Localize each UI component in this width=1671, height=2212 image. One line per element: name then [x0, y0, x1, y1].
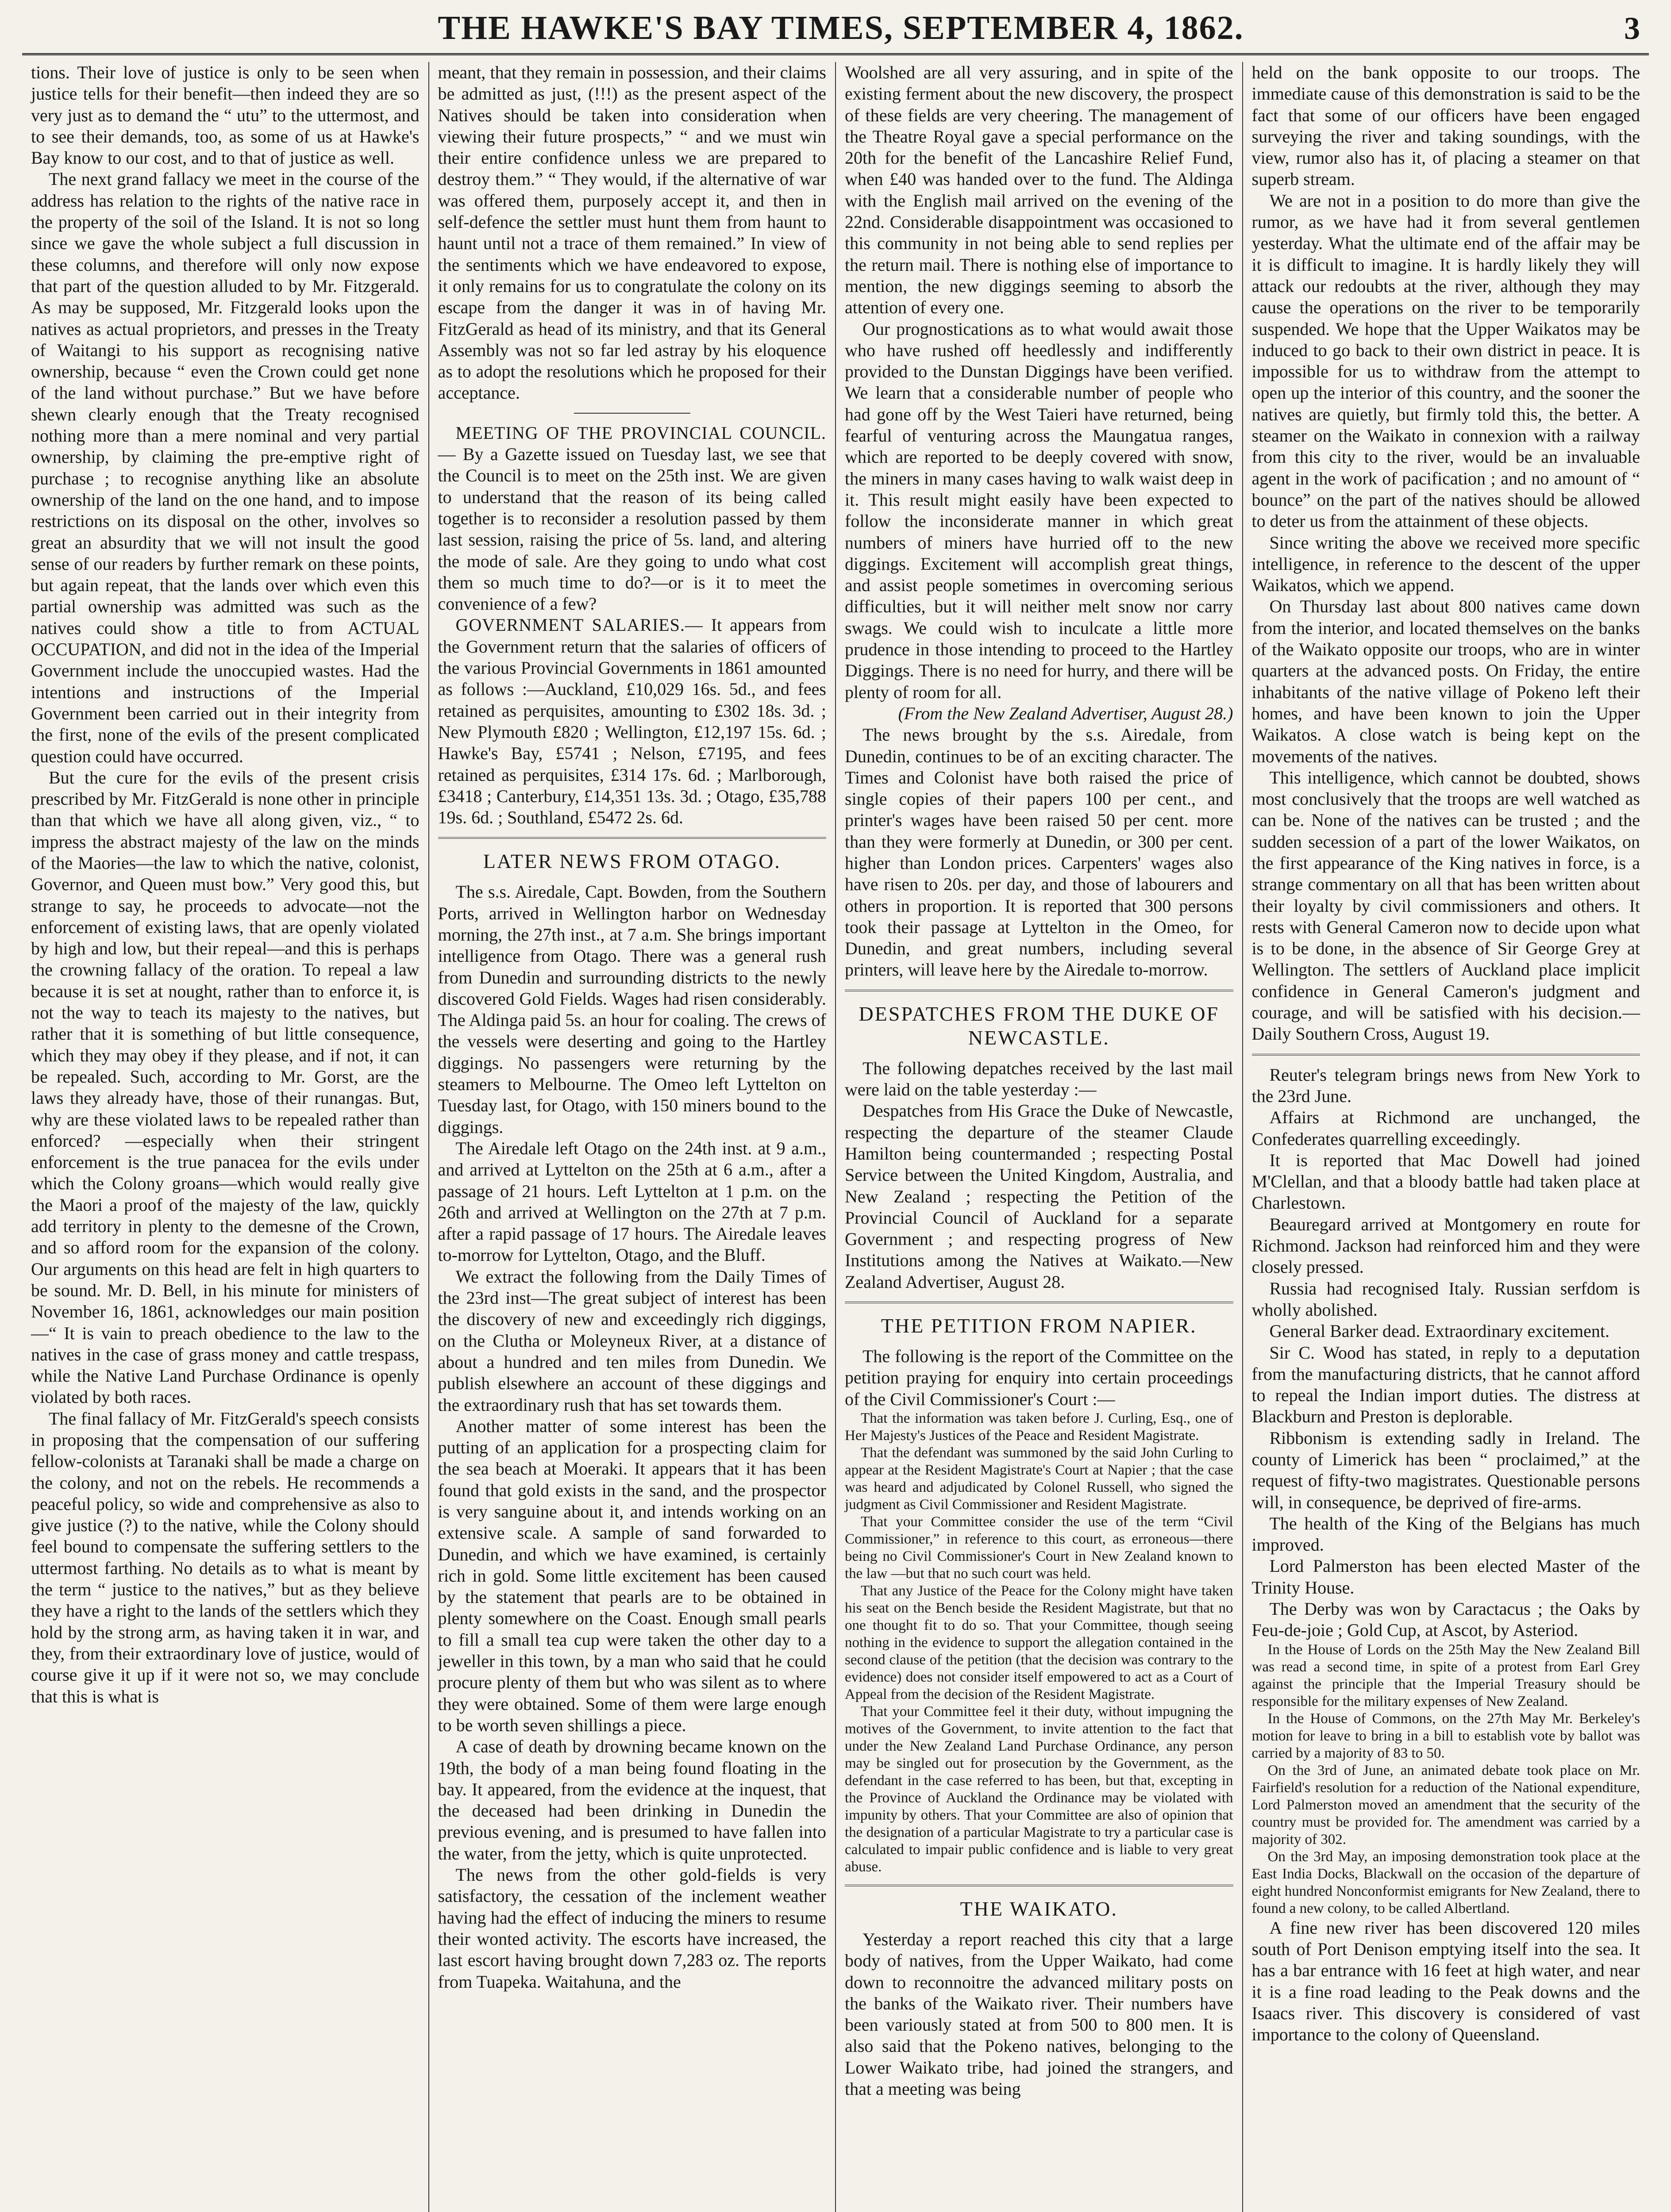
section-divider: [845, 990, 1233, 991]
section-divider: [845, 1302, 1233, 1303]
report-clause: That your Committee feel it their duty, without impugning the motives of the Government, to invite attention to the fact that under the New Zealand Land Purchase Ordinance, any person may be singled out for prosecution by the Government, as the defendant in the case referred to has been, but that, excepting in the Province of Auckland the Ordinance may be violated with impunity by others. That your Committee are also of opinion that the designation of a particular Magistrate to try a particular case is calculated to impair public confidence and is liable to very great abuse.: [845, 1703, 1233, 1875]
news-brief: Beauregard arrived at Montgomery en route for Richmond. Jackson had reinforced him and they were closely pressed.: [1251, 1214, 1640, 1277]
report-clause: That the defendant was summoned by the said John Curling to appear at the Resident Magistrate's Court at Napier ; that the case was heard and adjudicated by Colonel Russell, who signed the judgment as Civil Commissioner and Resident Magistrate.: [845, 1444, 1233, 1513]
paragraph: The s.s. Airedale, Capt. Bowden, from the Southern Ports, arrived in Wellington harbor on Wednesday morning, the 27th inst., at 7 a.m. She brings important intelligence from Otago. There was a general rush from Dunedin and surrounding districts to the newly discovered Gold Fields. Wages had risen considerably. The Aldinga paid 5s. an hour for coaling. The crews of the vessels were deserting and going to the Hartley diggings. No passengers were returning by the steamers to Melbourne. The Omeo left Lyttelton on Tuesday last, for Otago, with 150 miners bound to the diggings.: [438, 882, 826, 1137]
paragraph: Yesterday a report reached this city that a large body of natives, from the Upper Waikato, had come down to reconnoitre the advanced military posts on the banks of the Waikato river. Their numbers have been variously stated at from 500 to 800 men. It is also said that the Pokeno natives, belonging to the Lower Waikato tribe, had joined the strangers, and that a meeting was being: [845, 1929, 1233, 2099]
news-brief: In the House of Commons, on the 27th May Mr. Berkeley's motion for leave to bring in a bill to establish vote by ballot was carried by a majority of 83 to 50.: [1251, 1710, 1640, 1761]
report-clause: That any Justice of the Peace for the Colony might have taken his seat on the Bench beside the Resident Magistrate, but that no one thought fit to do so. That your Committee, though seeing nothing in the evidence to support the allegation contained in the second clause of the petition (that the decision was contrary to the evidence) does not consider itself empowered to act as a Court of Appeal from the decision of the Resident Magistrate.: [845, 1582, 1233, 1702]
section-heading: THE PETITION FROM NAPIER.: [881, 1314, 1197, 1337]
paragraph: But the cure for the evils of the present crisis prescribed by Mr. FitzGerald is none other in principle than that which we have all along given, viz., “ to impress the abstract majesty of the law on the minds of the Maories—the law to which the native, colonist, Governor, and Queen must bow.” Very good this, but strange to say, he proceeds to advocate—not the enforcement of existing laws, that are openly violated by high and low, but their repeal—and this is perhaps the crowning fallacy of the oration. To repeal a law because it is set at nought, rather than to enforce it, is not the way to teach its majesty to the natives, but rather that it is something of but little consequence, which they may obey if they please, and if not, it can be repealed. Such, according to Mr. Gorst, are the laws they already have, those of their runangas. But, why are these violated laws to be repealed rather than enforced? —especially when their stringent enforcement is the true panacea for the evils under which the Colony groans—which would really give the Maori a proof of the majesty of the law, quickly add territory in plenty to the demesne of the Crown, and so afford room for the expansion of the colony. Our arguments on this head are felt in high quarters to be sound. Mr. D. Bell, in his minute for ministers of November 16, 1861, acknowledges our main position—“ It is vain to preach obedience to the law to the natives in the case of grass money and cattle trespass, while the Native Land Purchase Ordinance is openly violated by both races.: [31, 767, 420, 1407]
paragraph: Since writing the above we received more specific intelligence, in reference to the descent of the upper Waikatos, which we append.: [1251, 532, 1640, 595]
news-brief: Reuter's telegram brings news from New York to the 23rd June.: [1251, 1064, 1640, 1106]
news-brief: Lord Palmerston has been elected Master of the Trinity House.: [1251, 1556, 1640, 1598]
column-4: [1242, 62, 1649, 2212]
section-heading: THE WAIKATO.: [960, 1897, 1118, 1920]
page-number: 3: [1624, 11, 1640, 46]
masthead: [22, 9, 1649, 55]
committee-report: [845, 1410, 1233, 1876]
news-brief: On the 3rd May, an imposing demonstration took place at the East India Docks, Blackwall on the occasion of the departure of eight hundred Nonconformist emigrants for New Zealand, there to found a new colony, to be called Albertland.: [1251, 1848, 1640, 1916]
column-2: [428, 62, 836, 2212]
news-brief: It is reported that Mac Dowell had joined M'Clellan, and that a bloody battle had taken place at Charlestown.: [1251, 1150, 1640, 1213]
paragraph: The following depatches received by the last mail were laid on the table yesterday :—: [845, 1058, 1233, 1100]
paragraph: We are not in a position to do more than give the rumor, as we have had it from several gentlemen yesterday. What the ultimate end of the affair may be it is difficult to imagine. It is hardly likely they will attack our redoubts at the river, although they may cause the operations on the river to be temporarily suspended. We hope that the Upper Waikatos may be induced to go back to their own district in peace. It is impossible for us to withdraw from the attempt to open up the interior of this country, and the sooner the natives are quietly, but firmly told this, the better. A steamer on the Waikato in connexion with a railway from this city to the river, would be an invaluable agent in the work of pacification ; and no amount of “ bounce” on the part of the natives should be allowed to deter us from the attainment of these objects.: [1251, 190, 1640, 531]
paragraph: meant, that they remain in possession, and their claims be admitted as just, (!!!) as the present aspect of the Natives should be taken into consideration when viewing their future prospects,” “ and we must win their entire confidence unless we are prepared to destroy them.” “ They would, if the alternative of war was offered them, purposely accept it, and then in self-defence the settler must hunt them from haunt to haunt until not a trace of them remained.” In view of the sentiments which we have endeavored to expose, it only remains for us to congratulate the colony on its escape from the danger it was in of having Mr. FitzGerald as head of its ministry, and that its General Assembly was not so far led astray by his eloquence as to adopt the resolutions which he proposed for their acceptance.: [438, 62, 826, 403]
paragraph: The next grand fallacy we meet in the course of the address has relation to the rights of the native race in the property of the soil of the Island. It is not so long since we gave the whole subject a full discussion in these columns, and therefore will only now expose that part of the question alluded to by Mr. Fitzgerald. As may be supposed, Mr. Fitzgerald looks upon the natives as actual proprietors, and presses in the Treaty of Waitangi to his support as recognising native ownership, because “ even the Crown could get none of the land without purchase.” But we have before shewn clearly enough that the Treaty recognised nothing more than a mere nominal and very partial ownership, by claiming the pre-emptive right of purchase ; to recognise anything like an absolute ownership of the land on the one hand, and to impose restrictions on its disposal on the other, involves so great an absurdity that we will not insult the good sense of our readers by further remark on these points, but again repeat, that the lands over which even this partial ownership was admitted was such as the natives could show a title to from ACTUAL OCCUPATION, and did not in the idea of the Imperial Government include the unoccupied wastes. Had the intentions and instructions of the Imperial Government been carried out in their integrity from the first, none of the evils of the present complicated question could have occurred.: [31, 169, 420, 766]
section-heading: LATER NEWS FROM OTAGO.: [483, 850, 781, 873]
section-divider: [1252, 1054, 1640, 1056]
news-brief: In the House of Lords on the 25th May the New Zealand Bill was read a second time, in spite of a protest from Earl Grey against the principle that the Imperial Treasury should be responsible for the military expenses of New Zealand.: [1251, 1641, 1640, 1709]
section-divider: [845, 1885, 1233, 1886]
news-brief: Affairs at Richmond are unchanged, the Confederates quarrelling exceedingly.: [1251, 1107, 1640, 1149]
paragraph: The news from the other gold-fields is very satisfactory, the cessation of the inclement weather having had the effect of inducing the miners to resume their wonted activity. The escorts have increased, the last escort having brought down 7,283 oz. The reports from Tuapeka. Waitahuna, and the: [438, 1865, 826, 1992]
paragraph: Another matter of some interest has been the putting of an application for a prospecting claim for the sea beach at Moeraki. It appears that it has been found that gold exists in the sand, and the prospector is very sanguine about it, and intends working on an extensive scale. A sample of sand forwarded to Dunedin, and which we have examined, is certainly rich in gold. Some little excitement has been caused by the statement that pearls are to be obtained in plenty somewhere on the Coast. Enough small pearls to fill a small tea cup were taken the other day to a jeweller in this town, by a man who said that he could procure plenty of them but who was silent as to where they were obtained. Some of them were large enough to be worth seven shillings a piece.: [438, 1416, 826, 1735]
news-brief: General Barker dead. Extraordinary excitement.: [1269, 1321, 1610, 1341]
news-brief: On the 3rd of June, an animated debate took place on Mr. Fairfield's resolution for a reduction of the National expenditure, Lord Palmerston moved an amendment that the security of the country must be provided for. The amendment was carried by a majority of 302.: [1251, 1762, 1640, 1847]
paragraph: We extract the following from the Daily Times of the 23rd inst—The great subject of interest has been the discovery of new and exceedingly rich diggings, on the Clutha or Moleyneux River, at a distance of about a hundred and ten miles from Dunedin. We publish elsewhere an account of these diggings and the extraordinary rush that has set towards them.: [438, 1266, 826, 1415]
article-columns: [22, 62, 1649, 2212]
divider: [574, 413, 690, 414]
news-item-text: By a Gazette issued on Tuesday last, we see that the Council is to meet on the 25th inst. We are given to understand that the reason of its being called together is to reconsider a resolution passed by them last session, raising the price of 5s. land, and altering the mode of sale. Are they going to undo what cost them so much time to do?—or is it to meet the convenience of a few?: [438, 444, 827, 614]
news-brief: The Derby was won by Caractacus ; the Oaks by Feu-de-joie ; Gold Cup, at Ascot, by Asteriod.: [1251, 1599, 1640, 1640]
news-item-heading: GOVERNMENT SALARIES.—: [455, 615, 703, 635]
report-clause: That your Committee consider the use of the term “Civil Commissioner,” in reference to this court, as erroneous—there being no Civil Commissioner's Court in New Zealand known to the law —but that no such court was held.: [845, 1513, 1233, 1582]
column-3: [835, 62, 1242, 2212]
paragraph: Despatches from His Grace the Duke of Newcastle, respecting the departure of the steamer Claude Hamilton being countermanded ; respecting Postal Service between the United Kingdom, Australia, and New Zealand ; respecting the Petition of the Provincial Council of Auckland for a separate Government ; and respecting progress of New Institutions among the Natives at Waikato.—New Zealand Advertiser, August 28.: [845, 1101, 1233, 1292]
news-brief: The health of the King of the Belgians has much improved.: [1251, 1513, 1640, 1555]
paragraph: This intelligence, which cannot be doubted, shows most conclusively that the troops are well watched as can be. None of the natives can be trusted ; and the sudden secession of a part of the lower Waikatos, on the first appearance of the King natives in force, is a strange commentary on all that has been written about their loyalty by civil commissioners and others. It rests with General Cameron now to decide upon what is to be done, in the absence of Sir George Grey at Wellington. The settlers of Auckland place implicit confidence in General Cameron's judgment and courage, and will be satisfied with his decision.—Daily Southern Cross, August 19.: [1251, 767, 1640, 1044]
paragraph: The news brought by the s.s. Airedale, from Dunedin, continues to be of an exciting character. The Times and Colonist have both raised the price of single copies of their papers 100 per cent., and printer's wages have been raised 50 per cent. more than they were formerly at Dunedin, or 300 per cent. higher than London prices. Carpenters' wages also have risen to 20s. per day, and those of labourers and others in proportion. It is reported that 300 persons took their passage at Lyttelton in the Omeo, for Dunedin, and great numbers, including several printers, will leave here by the Airedale to-morrow.: [845, 725, 1233, 980]
news-item-text: It appears from the Government return that the salaries of officers of the various Provincial Governments in 1861 amounted as follows :—Auckland, £10,029 16s. 5d., and fees retained as perquisites, amounting to £302 18s. 3d. ; New Plymouth £820 ; Wellington, £12,197 15s. 6d. ; Hawke's Bay, £5741 ; Nelson, £7195, and fees retained as perquisites, £314 17s. 6d. ; Marlborough, £3418 ; Canterbury, £14,351 13s. 3d. ; Otago, £35,788 19s. 6d. ; Southland, £5472 2s. 6d.: [438, 615, 827, 828]
paragraph: Woolshed are all very assuring, and in spite of the existing ferment about the new discovery, the prospect of these fields are very cheering. The management of the Theatre Royal gave a special performance on the 20th for the benefit of the Lancashire Relief Fund, when £40 was handed over to the fund. The Aldinga with the English mail arrived on the evening of the 22nd. Considerable disappointment was occasioned to this community in not being able to send replies per the return mail. There is nothing else of importance to mention, the new diggings seeming to absorb the attention of every one.: [845, 62, 1233, 318]
news-item: [438, 422, 827, 615]
report-clause: That the information was taken before J. Curling, Esq., one of Her Majesty's Justices of the Peace and Resident Magistrate.: [845, 1410, 1233, 1444]
news-item-heading: MEETING OF THE PROVINCIAL COUNCIL.—: [438, 422, 826, 465]
news-brief: A fine new river has been discovered 120 miles south of Port Denison emptying itself into the sea. It has a bar entrance with 16 feet at high water, and near it is a fine road leading to the Peak downs and the Isaacs river. This discovery is considered of vast importance to the colony of Queensland.: [1251, 1917, 1640, 2045]
section-divider: [438, 837, 827, 839]
news-brief: Russia had recognised Italy. Russian serfdom is wholly abolished.: [1251, 1278, 1640, 1320]
paragraph: On Thursday last about 800 natives came down from the interior, and located themselves on the banks of the Waikato opposite our troops, who are in winter quarters at the advanced posts. On Friday, the entire inhabitants of the native village of Pokeno left their homes, and have been known to join the Upper Waikatos. A close watch is being kept on the movements of the natives.: [1251, 596, 1640, 766]
parliamentary-news: [1252, 1641, 1640, 1917]
paragraph: The Airedale left Otago on the 24th inst. at 9 a.m., and arrived at Lyttelton on the 25th at 6 a.m., after a passage of 21 hours. Left Lyttelton at 1 p.m. on the 26th and arrived at Wellington on the 27th at 7 p.m. after a rapid passage of 17 hours. The Airedale leaves to-morrow for Lyttelton, Otago, and the Bluff.: [438, 1138, 826, 1265]
paragraph: The final fallacy of Mr. FitzGerald's speech consists in proposing that the compensation of our suffering fellow-colonists at Taranaki shall be made a charge on the colony, and not on the rebels. He recommends a peaceful policy, so wide and comprehensive as also to give justice (?) to the native, while the Colony should feel bound to compensate the suffering settlers to the uttermost farthing. No details as to what is meant by the term “ justice to the natives,” but as they believe they have a right to the lands of the settlers which they hold by the strong arm, as having taken it in war, and they, from their extraordinary love of justice, would of course give it up if it were not so, we may conclude that this is what is: [31, 1408, 420, 1706]
paragraph: tions. Their love of justice is only to be seen when justice tells for their benefit—then indeed they are so very just as to demand the “ utu” to the uttermost, and to see their demands, too, as some of us at Hawke's Bay know to our cost, and to that of justice as well.: [31, 62, 420, 168]
column-1: [22, 62, 428, 2212]
paragraph: Our prognostications as to what would await those who have rushed off heedlessly and indifferently provided to the Dunstan Diggings have been verified. We learn that a considerable number of people who had gone off by the West Taieri have returned, being fearful of venturing across the Maungatua ranges, which are reported to be deeply covered with snow, the miners in many cases having to walk waist deep in it. This result might easily have been expected to follow the inconsiderate manner in which great numbers of miners have hurried off to the new diggings. Excitement will accomplish great things, and assist people sometimes in overcoming serious difficulties, but it will neither melt snow nor carry swags. We could wish to inculcate a little more prudence in those intending to proceed to the Hartley Diggings. There is no need for hurry, and there will be plenty of room for all.: [845, 319, 1233, 702]
newspaper-title: THE HAWKE'S BAY TIMES, SEPTEMBER 4, 1862.: [438, 9, 1244, 46]
news-brief: Ribbonism is extending sadly in Ireland. The county of Limerick has been “ proclaimed,” at the request of fifty-two magistrates. Questionable persons will, in consequence, be deprived of fire-arms.: [1251, 1428, 1640, 1512]
source-credit: (From the New Zealand Advertiser, August 28.): [898, 703, 1233, 723]
news-item: [438, 614, 827, 828]
paragraph: The following is the report of the Committee on the petition praying for enquiry into certain proceedings of the Civil Commissioner's Court :—: [845, 1346, 1233, 1409]
paragraph: held on the bank opposite to our troops. The immediate cause of this demonstration is said to be the fact that some of our officers have been engaged surveying the river and taking soundings, with the view, rumor also has it, of placing a steamer on that superb stream.: [1251, 62, 1640, 189]
section-heading: DESPATCHES FROM THE DUKE OF NEWCASTLE.: [859, 1002, 1220, 1049]
news-brief: Sir C. Wood has stated, in reply to a deputation from the manufacturing districts, that he cannot afford to repeal the Indian import duties. The distress at Blackburn and Preston is deplorable.: [1251, 1342, 1640, 1427]
paragraph: A case of death by drowning became known on the 19th, the body of a man being found floating in the bay. It appeared, from the evidence at the inquest, that the deceased had been drinking in Dunedin the previous evening, and is presumed to have fallen into the water, from the jetty, which is quite unprotected.: [438, 1736, 826, 1863]
